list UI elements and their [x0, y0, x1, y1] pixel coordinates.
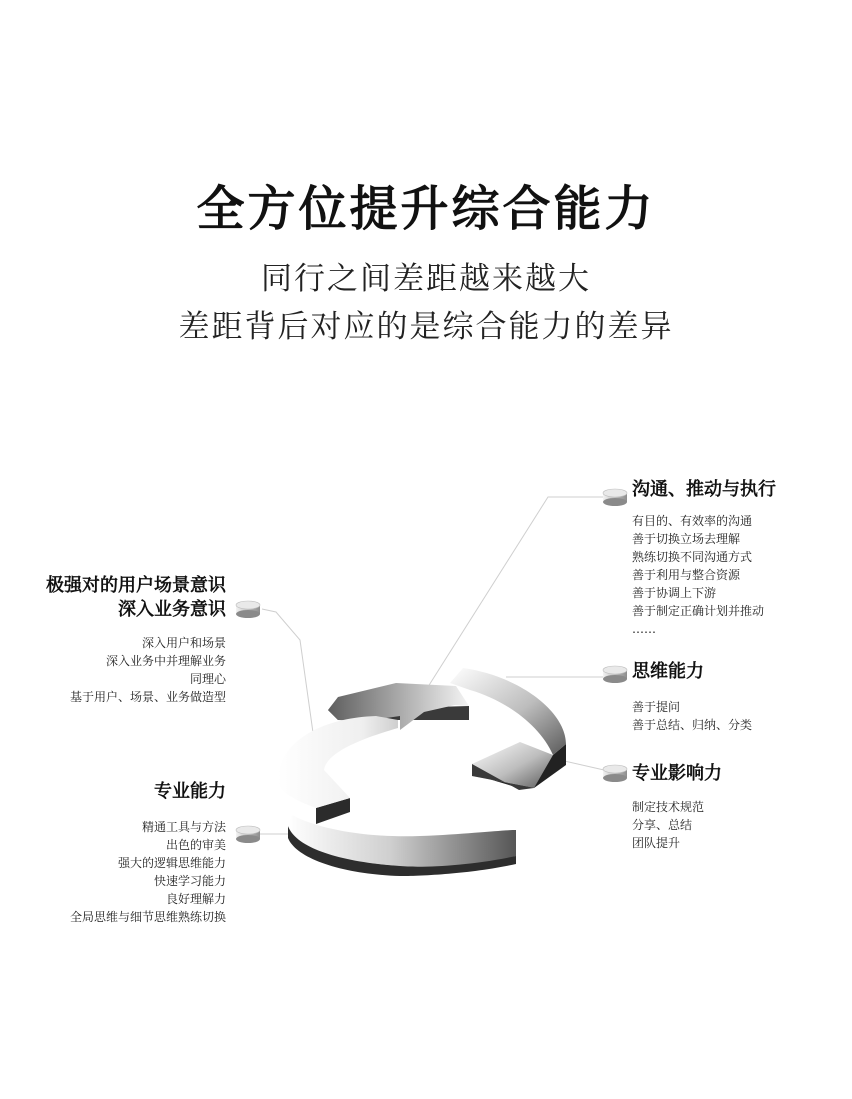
list-item: 有目的、有效率的沟通 [632, 514, 753, 528]
list-item: 善于利用与整合资源 [632, 568, 741, 582]
list-item: 熟练切换不同沟通方式 [632, 550, 753, 564]
ring-segment-left [278, 716, 398, 824]
list-item: 团队提升 [632, 836, 681, 850]
disc-icon-user [236, 601, 260, 618]
list-item: 善于总结、归纳、分类 [632, 718, 753, 732]
list-item: 分享、总结 [632, 818, 693, 832]
block-influence-list [632, 798, 722, 852]
block-influence [632, 762, 722, 852]
block-user-title-line-1: 极强对的用户场景意识 [46, 575, 226, 596]
list-item: 全局思维与细节思维熟练切换 [69, 910, 226, 924]
block-user-list [46, 634, 226, 706]
list-item: 制定技术规范 [632, 800, 705, 814]
list-item: 善于制定正确计划并推动 [632, 604, 765, 618]
list-item: 强大的逻辑思维能力 [117, 856, 226, 870]
ring-segment-right [450, 668, 566, 790]
disc-icon-professional [236, 826, 260, 843]
block-user-title-line-2: 深入业务意识 [118, 599, 226, 620]
block-communication [632, 478, 776, 638]
disc-icon-influence [603, 765, 627, 782]
subtitle-line-1: 同行之间差距越来越大 [261, 261, 591, 297]
disc-icon-communication [603, 489, 627, 506]
list-item: 善于切换立场去理解 [632, 532, 741, 546]
list-item: 善于协调上下游 [632, 586, 717, 600]
list-item: 深入业务中并理解业务 [105, 654, 226, 668]
block-professional-title: 专业能力 [154, 781, 226, 802]
list-item: 善于提问 [632, 700, 681, 714]
block-user-awareness [46, 574, 226, 706]
ring-segment-bottom [288, 815, 516, 876]
page-title: 全方位提升综合能力 [196, 181, 656, 237]
leader-line-communication [426, 497, 604, 690]
list-item: 同理心 [189, 672, 226, 686]
list-item: 精通工具与方法 [141, 820, 226, 834]
list-item: 深入用户和场景 [141, 636, 226, 650]
block-thinking [632, 660, 752, 734]
block-influence-title: 专业影响力 [632, 763, 722, 784]
block-professional [70, 780, 226, 926]
block-communication-list [632, 512, 776, 638]
list-item: 出色的审美 [165, 838, 226, 852]
leader-line-user [262, 609, 316, 754]
list-item: 基于用户、场景、业务做造型 [69, 690, 226, 704]
block-thinking-title: 思维能力 [632, 661, 704, 682]
block-thinking-list [632, 698, 752, 734]
list-item: …… [632, 622, 656, 636]
block-professional-list [70, 818, 226, 926]
list-item: 良好理解力 [165, 892, 226, 906]
subtitle-line-2: 差距背后对应的是综合能力的差异 [178, 309, 674, 345]
block-communication-title: 沟通、推动与执行 [632, 479, 776, 500]
disc-icon-thinking [603, 666, 627, 683]
list-item: 快速学习能力 [153, 874, 226, 888]
